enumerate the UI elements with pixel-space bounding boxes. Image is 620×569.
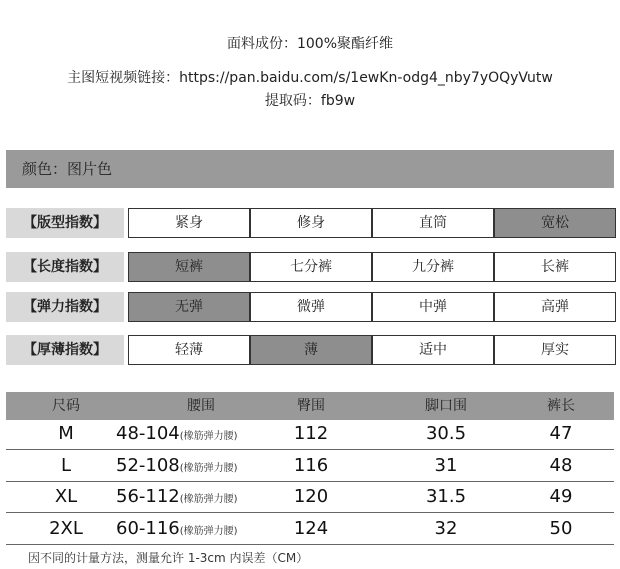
- waist-note: (橡筋弹力腰): [179, 526, 238, 537]
- index-option: 适中: [372, 335, 494, 365]
- index-option: 轻薄: [128, 335, 250, 365]
- waist-value: 60-116: [116, 518, 180, 539]
- length-cell: 48: [549, 455, 573, 476]
- length-cell: 49: [549, 486, 573, 507]
- index-option: 修身: [250, 208, 372, 238]
- header-leg-opening: 脚口围: [425, 398, 467, 414]
- index-row: [6, 292, 614, 322]
- index-row: [6, 335, 614, 365]
- hip-cell: 116: [293, 455, 329, 476]
- video-link-line: [0, 67, 620, 87]
- size-cell: XL: [54, 486, 78, 507]
- index-option: 长裤: [494, 252, 616, 282]
- index-option: 七分裤: [250, 252, 372, 282]
- leg-opening-cell: 31.5: [425, 486, 467, 507]
- index-option: 九分裤: [372, 252, 494, 282]
- index-option: 薄: [250, 335, 372, 365]
- size-row: [6, 483, 614, 511]
- row-divider: [6, 449, 614, 450]
- waist-value: 48-104: [116, 423, 180, 444]
- hip-cell: 124: [293, 518, 329, 539]
- fabric-text: 面料成份：100%聚酯纤维: [226, 36, 394, 52]
- header-length: 裤长: [547, 398, 575, 414]
- fabric-line: [0, 33, 620, 53]
- size-cell: M: [58, 423, 74, 444]
- header-size: 尺码: [52, 398, 80, 414]
- footnote: 因不同的计量方法，测量允许 1-3cm 内误差（CM）: [28, 551, 309, 565]
- waist-note: (橡筋弹力腰): [179, 494, 238, 505]
- extraction-code-text: 提取码：fb9w: [264, 93, 356, 109]
- code-line: [0, 90, 620, 110]
- leg-opening-cell: 32: [434, 518, 458, 539]
- index-option: 微弹: [250, 292, 372, 322]
- row-divider: [6, 512, 614, 513]
- index-option: 宽松: [494, 208, 616, 238]
- header-waist: 腰围: [187, 398, 215, 414]
- index-row: [6, 252, 614, 282]
- video-link-text[interactable]: 主图短视频链接：https://pan.baidu.com/s/1ewKn-odg4_nby7yOQyVutw: [67, 70, 553, 86]
- size-row: [6, 452, 614, 480]
- length-cell: 47: [549, 423, 573, 444]
- waist-value: 52-108: [116, 455, 180, 476]
- hip-cell: 112: [293, 423, 329, 444]
- index-option: 直筒: [372, 208, 494, 238]
- hip-cell: 120: [293, 486, 329, 507]
- row-divider: [6, 481, 614, 482]
- color-bar: 颜色：图片色: [6, 150, 614, 188]
- leg-opening-cell: 31: [434, 455, 458, 476]
- waist-note: (橡筋弹力腰): [179, 431, 238, 442]
- index-option: 高弹: [494, 292, 616, 322]
- index-option: 紧身: [128, 208, 250, 238]
- waist-value: 56-112: [116, 486, 180, 507]
- waist-note: (橡筋弹力腰): [179, 463, 238, 474]
- header-hip: 臀围: [297, 398, 325, 414]
- size-cell: 2XL: [49, 518, 83, 539]
- index-option: 中弹: [372, 292, 494, 322]
- index-option: 厚实: [494, 335, 616, 365]
- index-row: [6, 208, 614, 238]
- size-table-header: [6, 392, 614, 420]
- length-cell: 50: [549, 518, 573, 539]
- index-option: 短裤: [128, 252, 250, 282]
- leg-opening-cell: 30.5: [425, 423, 467, 444]
- size-cell: L: [60, 455, 72, 476]
- index-label: 【厚薄指数】: [6, 335, 124, 365]
- size-row: [6, 420, 614, 448]
- size-row: [6, 515, 614, 543]
- index-label: 【弹力指数】: [6, 292, 124, 322]
- index-label: 【长度指数】: [6, 252, 124, 282]
- index-label: 【版型指数】: [6, 208, 124, 238]
- row-divider: [6, 544, 614, 545]
- index-option: 无弹: [128, 292, 250, 322]
